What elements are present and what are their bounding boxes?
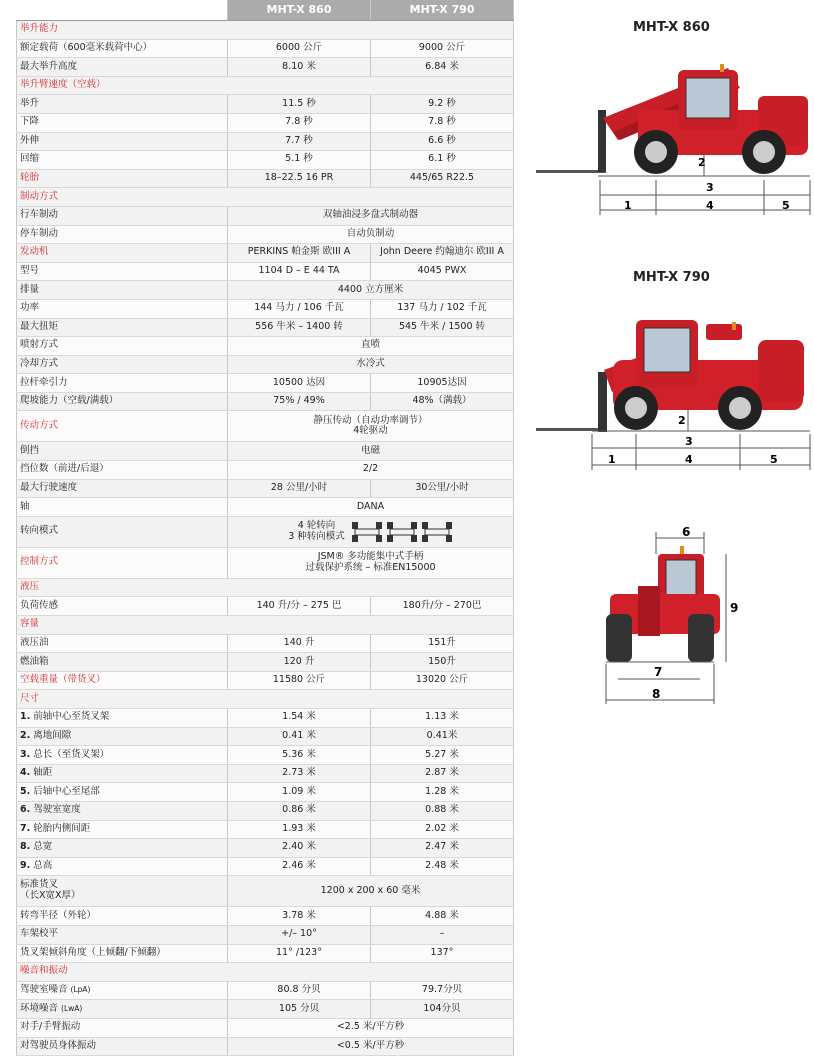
row-label <box>17 783 228 802</box>
row-label-text: 冷却方式 <box>20 358 59 370</box>
model-b-header: MHT-X 790 <box>371 0 514 21</box>
value-model-a: 140 升/分 – 275 巴 <box>228 597 371 616</box>
shared-value <box>228 461 514 480</box>
row-label <box>17 876 228 907</box>
diagram-title-790: MHT-X 790 <box>633 270 710 285</box>
value-model-b: 137 马力 / 102 千瓦 <box>371 299 514 318</box>
row-label <box>17 925 228 944</box>
value-model-b: 150升 <box>371 653 514 672</box>
shared-value <box>228 547 514 578</box>
row-label <box>17 374 228 393</box>
row-label <box>17 461 228 480</box>
spec-row <box>17 58 514 77</box>
value-model-b: 180升/分 – 270巴 <box>371 597 514 616</box>
value-model-b: John Deere 约翰迪尔 欧III A <box>371 244 514 263</box>
row-label <box>17 516 228 547</box>
spec-row <box>17 746 514 765</box>
value-model-b: 1.13 米 <box>371 709 514 728</box>
row-label <box>17 21 514 40</box>
section-header <box>17 21 514 40</box>
value-model-b: 445/65 R22.5 <box>371 169 514 188</box>
value-model-a: 10500 达因 <box>228 374 371 393</box>
spec-row <box>17 783 514 802</box>
spec-row <box>17 925 514 944</box>
value-model-a: 140 升 <box>228 634 371 653</box>
spec-row-shared <box>17 498 514 517</box>
value-model-b: – <box>371 925 514 944</box>
shared-value-text: 水冷式 <box>356 358 385 370</box>
spec-row <box>17 132 514 151</box>
shared-value <box>228 442 514 461</box>
value-model-b: 545 牛米 / 1500 转 <box>371 318 514 337</box>
row-label-text: 驾驶室宽度 <box>33 804 81 816</box>
dim-1-label: 1 <box>624 199 632 212</box>
row-label <box>17 392 228 411</box>
value-model-a: 28 公里/小时 <box>228 479 371 498</box>
value-model-a: 11° /123° <box>228 944 371 963</box>
row-label-text: 总宽 <box>33 841 53 853</box>
spec-row <box>17 944 514 963</box>
row-label-text: 爬坡能力（空载/满载） <box>20 395 119 407</box>
dim-7-label: 7 <box>654 665 663 679</box>
dim-4-label: 4 <box>706 199 714 212</box>
row-label-text: 举升臂速度（空载） <box>20 79 106 91</box>
spec-row <box>17 169 514 188</box>
spec-row <box>17 709 514 728</box>
dimension-number: 8. <box>20 841 31 853</box>
row-label <box>17 281 228 300</box>
row-label-text: 轮胎内侧间距 <box>33 822 91 834</box>
row-label-sub: (LwA) <box>61 1003 83 1013</box>
spec-row <box>17 244 514 263</box>
dimension-number: 6. <box>20 804 31 816</box>
row-label-text: 传动方式 <box>20 420 59 431</box>
shared-value-text-2: 4轮驱动 <box>353 425 388 437</box>
row-label-text: 负荷传感 <box>20 599 59 611</box>
spec-row <box>17 318 514 337</box>
row-label-text: 外伸 <box>20 134 40 146</box>
shared-value-text: 自动负制动 <box>346 227 395 239</box>
row-label <box>17 206 228 225</box>
shared-value-text: <2.5 米/平方秒 <box>336 1021 405 1033</box>
row-label <box>17 578 514 597</box>
row-label <box>17 151 228 170</box>
spec-row-shared <box>17 225 514 244</box>
value-model-a: 1.54 米 <box>228 709 371 728</box>
row-label-text: 燃油箱 <box>20 655 49 667</box>
row-label <box>17 597 228 616</box>
row-label <box>17 981 228 1000</box>
model-a-header: MHT-X 860 <box>228 0 371 21</box>
spec-row <box>17 839 514 858</box>
value-model-b: 4045 PWX <box>371 262 514 281</box>
value-model-a: 5.1 秒 <box>228 151 371 170</box>
dim-3-label: 3 <box>706 181 714 194</box>
row-label <box>17 801 228 820</box>
value-model-a: 80.8 分贝 <box>228 981 371 1000</box>
spec-row-shared <box>17 442 514 461</box>
spec-row <box>17 262 514 281</box>
dim-2-label: 2 <box>678 414 686 427</box>
row-label <box>17 411 228 442</box>
value-model-b: 2.02 米 <box>371 820 514 839</box>
value-model-a: 2.46 米 <box>228 857 371 876</box>
section-header <box>17 188 514 207</box>
shared-value <box>228 876 514 907</box>
shared-value-text: DANA <box>356 500 385 512</box>
shared-value <box>228 1018 514 1037</box>
row-label-text: 回缩 <box>20 153 40 165</box>
spec-row <box>17 764 514 783</box>
row-label <box>17 634 228 653</box>
row-label <box>17 653 228 672</box>
steering-text-2: 3 种转向模式 <box>288 530 345 542</box>
steering-mode-icon <box>386 521 418 543</box>
row-label-text: 下降 <box>20 116 40 128</box>
dim-3-label: 3 <box>685 435 693 448</box>
row-label-text: 标准货叉 <box>20 879 59 891</box>
row-label-text: 总长（至货叉架） <box>33 748 110 760</box>
row-label <box>17 1000 228 1019</box>
dim-1-label: 1 <box>608 453 616 466</box>
value-model-b: 2.47 米 <box>371 839 514 858</box>
dimension-number: 1. <box>20 711 31 723</box>
value-model-b: 5.27 米 <box>371 746 514 765</box>
section-header <box>17 578 514 597</box>
row-label-text: 发动机 <box>20 246 49 258</box>
row-label-text: 控制方式 <box>20 556 59 568</box>
shared-value <box>228 355 514 374</box>
spec-row <box>17 151 514 170</box>
value-model-a: 144 马力 / 106 千瓦 <box>228 299 371 318</box>
shared-value-text: 电磁 <box>360 444 380 456</box>
spec-row-shared <box>17 206 514 225</box>
row-label <box>17 1018 228 1037</box>
value-model-b: 9000 公斤 <box>371 39 514 58</box>
shared-value <box>228 225 514 244</box>
section-header <box>17 616 514 635</box>
row-label-text: 离地间隙 <box>33 729 72 741</box>
row-label <box>17 907 228 926</box>
dim-5-label: 5 <box>782 199 790 212</box>
value-model-b: 48%（满载） <box>371 392 514 411</box>
row-label <box>17 244 228 263</box>
row-label-text: 挡位数（前进/后退） <box>20 463 109 475</box>
row-label-text: 对驾驶员身体振动 <box>20 1039 97 1051</box>
value-model-b: 4.88 米 <box>371 907 514 926</box>
value-model-a: +/– 10° <box>228 925 371 944</box>
row-label-text: 额定载荷（600毫米载荷中心） <box>20 41 153 53</box>
shared-value <box>228 281 514 300</box>
row-label-text: 车架校平 <box>20 928 59 940</box>
row-label <box>17 820 228 839</box>
section-header <box>17 963 514 982</box>
row-label-text: 排量 <box>20 283 40 295</box>
value-model-a: 75% / 49% <box>228 392 371 411</box>
row-label-text: 最大行驶速度 <box>20 481 78 493</box>
value-model-b: 30公里/小时 <box>371 479 514 498</box>
row-label-text-2: （长X宽X厚） <box>20 890 81 902</box>
row-label-text: 货叉架倾斜角度（上倾翻/下倾翻） <box>20 946 166 958</box>
value-model-a: 11580 公斤 <box>228 671 371 690</box>
row-label-text: 尺寸 <box>20 692 40 704</box>
dimension-number: 2. <box>20 729 31 741</box>
row-label-text: 型号 <box>20 265 40 277</box>
row-label-text: 后轴中心至尾部 <box>33 785 100 797</box>
spec-row-shared <box>17 461 514 480</box>
spec-row <box>17 299 514 318</box>
value-model-b: 79.7分贝 <box>371 981 514 1000</box>
row-label-text: 制动方式 <box>20 190 59 202</box>
row-label <box>17 299 228 318</box>
shared-value <box>228 1037 514 1056</box>
shared-value <box>228 337 514 356</box>
spec-row-steering <box>17 516 514 547</box>
row-label <box>17 262 228 281</box>
value-model-a: 8.10 米 <box>228 58 371 77</box>
dimension-number: 4. <box>20 767 31 779</box>
shared-value <box>228 206 514 225</box>
value-model-b: 104分贝 <box>371 1000 514 1019</box>
row-label-text: 举升 <box>20 97 40 109</box>
row-label-text: 环境噪音 <box>20 1002 59 1014</box>
diagram-title-860: MHT-X 860 <box>633 20 710 35</box>
row-label <box>17 709 228 728</box>
spec-row-shared <box>17 1037 514 1056</box>
row-label-text: 液压 <box>20 581 40 593</box>
value-model-a: 3.78 米 <box>228 907 371 926</box>
spec-row <box>17 801 514 820</box>
shared-value <box>228 411 514 442</box>
spec-row <box>17 597 514 616</box>
value-model-a: 18–22.5 16 PR <box>228 169 371 188</box>
machine-790-side-diagram <box>528 300 814 480</box>
row-label-text: 轴 <box>20 500 30 512</box>
row-label-text: 液压油 <box>20 636 49 648</box>
row-label <box>17 95 228 114</box>
shared-value <box>228 498 514 517</box>
shared-value-text: 4400 立方厘米 <box>337 283 404 295</box>
row-label-text: 举升能力 <box>20 23 59 35</box>
spec-row-shared <box>17 876 514 907</box>
row-label-text: 对手/手臂振动 <box>20 1021 81 1033</box>
row-label <box>17 113 228 132</box>
value-model-b: 6.84 米 <box>371 58 514 77</box>
dim-2-label: 2 <box>698 156 706 169</box>
value-model-b: 10905达因 <box>371 374 514 393</box>
row-label <box>17 547 228 578</box>
row-label <box>17 963 514 982</box>
dim-9-label: 9 <box>730 601 739 615</box>
spec-row <box>17 820 514 839</box>
value-model-a: 556 牛米 – 1400 转 <box>228 318 371 337</box>
row-label <box>17 857 228 876</box>
row-label-text: 总高 <box>33 860 53 872</box>
row-label <box>17 746 228 765</box>
row-label <box>17 225 228 244</box>
value-model-a: 105 分贝 <box>228 1000 371 1019</box>
spec-row <box>17 392 514 411</box>
steering-text: 4 轮转向 <box>297 519 336 531</box>
value-model-b: 0.41米 <box>371 727 514 746</box>
row-label-text: 空载重量（带货叉） <box>20 674 106 686</box>
dim-6-label: 6 <box>682 525 691 539</box>
value-model-a: 2.73 米 <box>228 764 371 783</box>
row-label <box>17 764 228 783</box>
value-model-a: PERKINS 帕金斯 欧III A <box>228 244 371 263</box>
shared-value-text-2: 过载保护系统 – 标准EN15000 <box>305 561 436 573</box>
row-label-text: 喷射方式 <box>20 339 59 351</box>
value-model-a: 1.93 米 <box>228 820 371 839</box>
row-label-text: 最大举升高度 <box>20 60 78 72</box>
shared-value-text: 直喷 <box>360 339 380 351</box>
dimension-number: 7. <box>20 822 31 834</box>
value-model-b: 6.6 秒 <box>371 132 514 151</box>
shared-value-text: 静压传动（自动功率调节） <box>313 414 428 426</box>
dimension-number: 5. <box>20 785 31 797</box>
value-model-b: 151升 <box>371 634 514 653</box>
row-label-text: 轴距 <box>33 767 53 779</box>
spec-row <box>17 113 514 132</box>
row-label <box>17 616 514 635</box>
row-label-text: 拉杆牵引力 <box>20 376 68 388</box>
row-label-text: 转弯半径（外轮） <box>20 909 97 921</box>
spec-row <box>17 634 514 653</box>
value-model-b: 2.48 米 <box>371 857 514 876</box>
section-header <box>17 690 514 709</box>
shared-value-text: 1200 x 200 x 60 毫米 <box>320 884 421 896</box>
dimension-number: 9. <box>20 860 31 872</box>
value-model-a: 0.86 米 <box>228 801 371 820</box>
steering-mode-icon <box>351 521 383 543</box>
value-model-b: 0.88 米 <box>371 801 514 820</box>
shared-value-text: <0.5 米/平方秒 <box>336 1039 405 1051</box>
value-model-b: 13020 公斤 <box>371 671 514 690</box>
row-label <box>17 839 228 858</box>
row-label-text: 停车制动 <box>20 227 59 239</box>
row-label <box>17 58 228 77</box>
row-label-text: 倒挡 <box>20 444 40 456</box>
shared-value-text: 双轴油浸多盘式制动器 <box>322 209 418 221</box>
value-model-a: 1.09 米 <box>228 783 371 802</box>
steering-value <box>228 516 514 547</box>
row-label <box>17 1037 228 1056</box>
row-label <box>17 498 228 517</box>
row-label-sub: (LpA) <box>70 985 91 995</box>
machine-860-side-diagram <box>528 40 814 220</box>
spec-row-shared <box>17 355 514 374</box>
shared-value-text: JSM® 多功能集中式手柄 <box>317 550 424 562</box>
value-model-a: 5.36 米 <box>228 746 371 765</box>
spec-row-shared <box>17 411 514 442</box>
spec-row <box>17 479 514 498</box>
value-model-a: 2.40 米 <box>228 839 371 858</box>
row-label <box>17 188 514 207</box>
spec-row <box>17 653 514 672</box>
row-label-text: 功率 <box>20 302 40 314</box>
steering-mode-icon <box>421 521 453 543</box>
spec-row <box>17 1000 514 1019</box>
row-label <box>17 479 228 498</box>
dim-8-label: 8 <box>652 687 661 701</box>
spec-row-shared <box>17 281 514 300</box>
dimension-number: 3. <box>20 748 31 760</box>
row-label <box>17 132 228 151</box>
row-label-text: 容量 <box>20 618 40 630</box>
row-label <box>17 337 228 356</box>
spec-row <box>17 374 514 393</box>
row-label <box>17 944 228 963</box>
value-model-b: 6.1 秒 <box>371 151 514 170</box>
spec-table <box>16 0 514 1056</box>
spec-row <box>17 857 514 876</box>
value-model-b: 9.2 秒 <box>371 95 514 114</box>
value-model-b: 137° <box>371 944 514 963</box>
value-model-b: 1.28 米 <box>371 783 514 802</box>
row-label <box>17 442 228 461</box>
value-model-a: 6000 公斤 <box>228 39 371 58</box>
row-label-text: 最大扭矩 <box>20 320 59 332</box>
value-model-a: 1104 D – E 44 TA <box>228 262 371 281</box>
row-label <box>17 39 228 58</box>
spec-row <box>17 95 514 114</box>
value-model-a: 7.8 秒 <box>228 113 371 132</box>
machine-front-diagram <box>596 524 756 709</box>
spec-row <box>17 907 514 926</box>
row-label <box>17 727 228 746</box>
row-label-text: 前轴中心至货叉架 <box>33 711 110 723</box>
spec-row-shared <box>17 337 514 356</box>
value-model-a: 120 升 <box>228 653 371 672</box>
section-header <box>17 76 514 95</box>
table-header <box>17 0 514 21</box>
spec-row <box>17 981 514 1000</box>
value-model-a: 7.7 秒 <box>228 132 371 151</box>
spec-row <box>17 727 514 746</box>
row-label-text: 行车制动 <box>20 209 59 221</box>
row-label-text: 噪音和振动 <box>20 965 68 977</box>
value-model-a: 11.5 秒 <box>228 95 371 114</box>
spec-row <box>17 39 514 58</box>
dim-4-label: 4 <box>685 453 693 466</box>
row-label <box>17 671 228 690</box>
spec-row-shared <box>17 1018 514 1037</box>
row-label <box>17 318 228 337</box>
spec-row-shared <box>17 547 514 578</box>
row-label-text: 转向模式 <box>20 525 59 537</box>
row-label-text: 轮胎 <box>20 172 40 184</box>
value-model-b: 7.8 秒 <box>371 113 514 132</box>
value-model-b: 2.87 米 <box>371 764 514 783</box>
row-label-text: 驾驶室噪音 <box>20 984 68 996</box>
row-label <box>17 355 228 374</box>
shared-value-text: 2/2 <box>362 463 379 475</box>
spec-row <box>17 671 514 690</box>
value-model-a: 0.41 米 <box>228 727 371 746</box>
row-label <box>17 690 514 709</box>
dim-5-label: 5 <box>770 453 778 466</box>
row-label <box>17 76 514 95</box>
row-label <box>17 169 228 188</box>
